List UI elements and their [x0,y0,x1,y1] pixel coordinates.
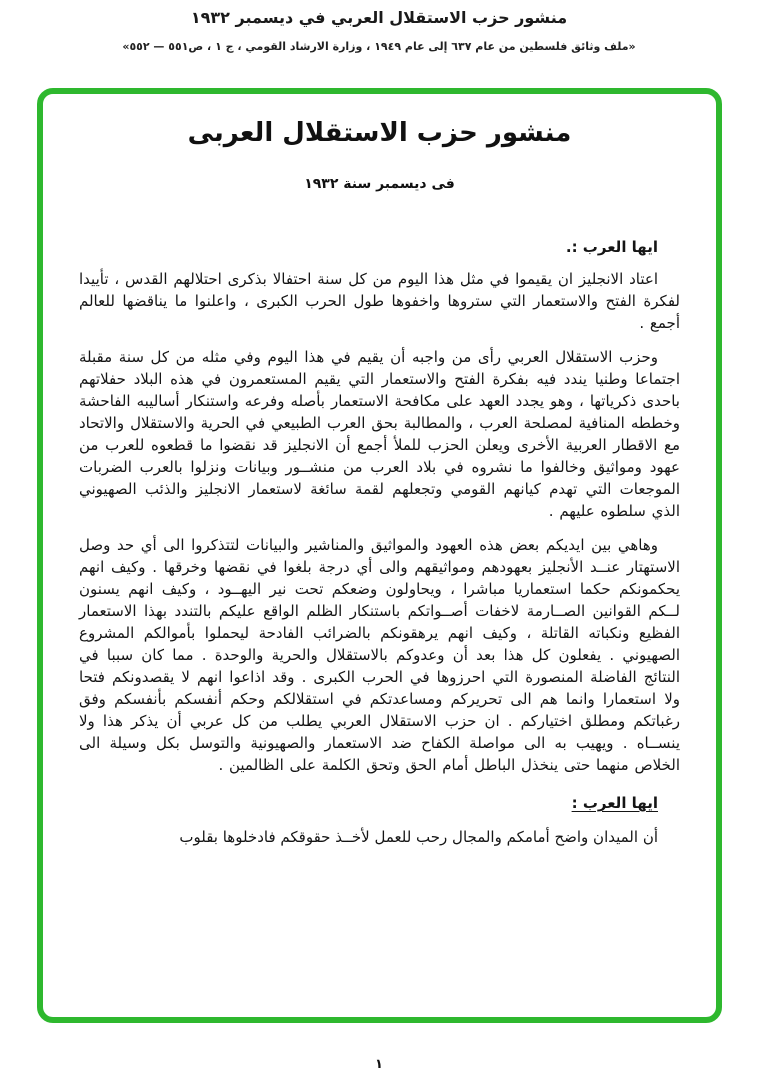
citation: «ملف وثائق فلسطين من عام ٦٣٧ إلى عام ١٩٤٩ ، وزارة الارشاد القومي ، ج ١ ، ص٥٥١ — ٥٥٢» [122,40,636,53]
paragraph-2: وحزب الاستقلال العربي رأى من واجبه أن يقيم في هذا اليوم وفي مثله من كل سنة مقبلة اجتماعا وطنيا يندد فيه بفكرة الفتح والاستعمار التي يقيم المستعمرون في هذه البلاد حفلاتهم باحدى ذكرياتها ، وهو يجدد العهد على مكافحة الاستعمار بأصله وفرعه واستنكار أساليبه الفاحشة وخططه المنافية لمصلحة العرب ، والمطالبة بحق العرب الطبيعي في الحرية والاستقلال والاتحاد مع الاقطار العربية الأخرى ويعلن الحزب للملأ أجمع أن الانجليز قد نقضوا ما قطعوه للعرب من عهود ومواثيق وخالفوا ما نشروه في بلاد العرب من منشــور وبيانات ونزلوا بالعرب الضربات الموجعات التي تهدم كيانهم القومي وتجعلهم لقمة سائغة لاستعمار الانجليز والذئب الصهيوني الذي سلطوه عليهم . [79,348,680,520]
page-number: ١ [375,1057,383,1072]
salutation-second: ايها العرب : [571,794,658,812]
paragraph-3: وهاهي بين ايديكم بعض هذه العهود والمواثيق والمناشير والبيانات لتتذكروا الى أي حد وصل الاستهتار عنــد الأنجليز بعهودهم ومواثيقهم والى أي درجة بلغوا في نقضها وخرقها . وكيف انهم يحكمونكم حكما استعماريا مباشرا ، ويحاولون وضعكم تحت نير اليهــود ، وكيف انهم يسنون لــكم القوانين الصــارمة لاخفات أصــواتكم باستنكار الظلم الواقع عليكم بالتندد بهذا الاستعمار الفظيع ونكباته القاتلة ، وكيف انهم يرهقونكم بالضرائب الفادحة ليحملوا بأموالكم المشروع الصهيوني . يفعلون كل هذا بعد أن وعدوكم بالاستقلال والحرية والوحدة . مما كان سببا في النتائج الفاضلة المنصورة التي احرزوها في الحرب الكبرى . وقد اذاعوا انهم لا يقصدونكم فتحا ولا استعمارا وانما هم الى تحريركم ومساعدتكم في استقلالكم وحكم أنفسكم بأنفسكم وفق رغباتكم ومطلق اختياركم . ان حزب الاستقلال العربي يطلب من كل عربي أن يذكر هذا ولا ينســاه . ويهيب به الى مواصلة الكفاح ضد الاستعمار والصهيونية والتوسل بكل وسيلة الى الخلاص منهما حتى ينخذل الباطل أمام الحق وتحق الكلمة على الظالمين . [79,536,680,774]
document-frame [37,88,722,1023]
document-title: منشور حزب الاستقلال العربى [187,118,572,148]
paragraph-1: اعتاد الانجليز ان يقيموا في مثل هذا اليوم من كل سنة احتفالا بذكرى احتلالهم القدس ، تأييدا لفكرة الفتح والاستعمار التي ستروها واخفوها طول الحرب الكبرى ، واعلنوا ما يناقضها للعالم أجمع . [79,270,680,332]
closing-line: أن الميدان واضح أمامكم والمجال رحب للعمل لأخــذ حقوقكم فادخلوها بقلوب [179,828,658,846]
salutation-first: ايها العرب :. [565,238,658,256]
document-subtitle: فى ديسمبر سنة ١٩٣٢ [304,176,455,192]
page-title: منشور حزب الاستقلال العربي في ديسمبر ١٩٣٢ [190,8,568,27]
